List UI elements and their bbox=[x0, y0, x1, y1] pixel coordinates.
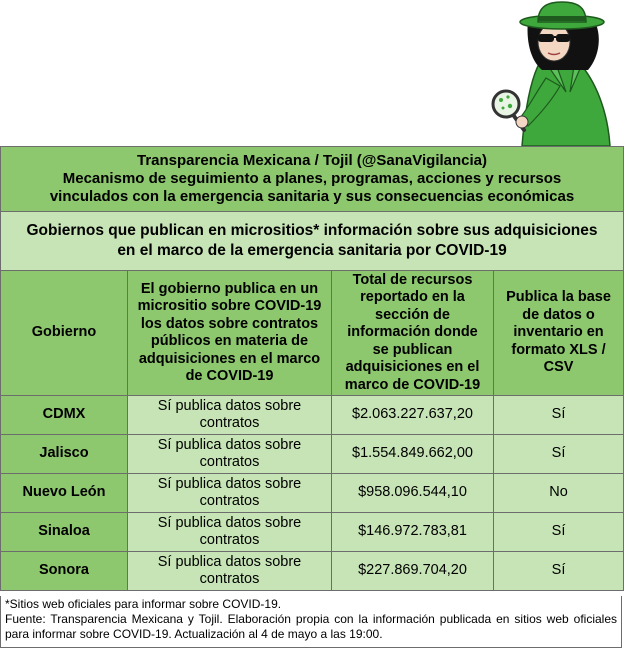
source-text: Fuente: Transparencia Mexicana y Tojil. Elaboración propia con la información publicada en sitios web oficiales para informar sobre COVID-19. Actualización al 4 de mayo a las 19:00. bbox=[5, 612, 617, 641]
table-subtitle bbox=[1, 212, 624, 271]
detective-mascot-illustration bbox=[470, 0, 624, 146]
title-line-2: Mecanismo de seguimiento a planes, programas, acciones y recursos bbox=[62, 170, 562, 187]
column-header-total: Total de recursos reportado en la sección de información donde se publican adquisiciones en el marco de COVID-19 bbox=[332, 271, 494, 396]
total-cell: $2.063.227.637,20 bbox=[332, 396, 494, 435]
table-row bbox=[1, 513, 624, 552]
column-header-gobierno: Gobierno bbox=[1, 271, 128, 396]
table-row bbox=[1, 396, 624, 435]
total-cell: $146.972.783,81 bbox=[332, 513, 494, 552]
table-notes bbox=[0, 596, 622, 648]
table-row bbox=[1, 435, 624, 474]
publica-cell: Sí publica datos sobre contratos bbox=[128, 435, 332, 474]
procurement-table-container bbox=[0, 146, 623, 591]
formato-cell: Sí bbox=[494, 552, 624, 591]
formato-cell: Sí bbox=[494, 435, 624, 474]
table-title bbox=[1, 147, 624, 212]
formato-cell: Sí bbox=[494, 396, 624, 435]
subtitle-line-2: en el marco de la emergencia sanitaria por COVID-19 bbox=[117, 242, 507, 259]
footnote-text: *Sitios web oficiales para informar sobre COVID-19. bbox=[5, 597, 282, 611]
column-header-row bbox=[1, 271, 624, 396]
title-line-3: vinculados con la emergencia sanitaria y sus consecuencias económicas bbox=[49, 188, 575, 205]
gobierno-cell: Sinaloa bbox=[1, 513, 128, 552]
publica-cell: Sí publica datos sobre contratos bbox=[128, 474, 332, 513]
publica-cell: Sí publica datos sobre contratos bbox=[128, 396, 332, 435]
gobierno-cell: Nuevo León bbox=[1, 474, 128, 513]
gobierno-cell: Sonora bbox=[1, 552, 128, 591]
publica-cell: Sí publica datos sobre contratos bbox=[128, 513, 332, 552]
column-header-publica: El gobierno publica en un micrositio sobre COVID-19 los datos sobre contratos públicos en materia de adquisiciones en el marco de COVID-19 bbox=[128, 271, 332, 396]
total-cell: $958.096.544,10 bbox=[332, 474, 494, 513]
column-header-formato: Publica la base de datos o inventario en formato XLS / CSV bbox=[494, 271, 624, 396]
gobierno-cell: Jalisco bbox=[1, 435, 128, 474]
table-row bbox=[1, 474, 624, 513]
formato-cell: Sí bbox=[494, 513, 624, 552]
procurement-table bbox=[0, 146, 624, 591]
title-line-1: Transparencia Mexicana / Tojil (@SanaVigilancia) bbox=[136, 152, 488, 169]
subtitle-line-1: Gobiernos que publican en micrositios* información sobre sus adquisiciones bbox=[26, 222, 598, 239]
total-cell: $1.554.849.662,00 bbox=[332, 435, 494, 474]
gobierno-cell: CDMX bbox=[1, 396, 128, 435]
publica-cell: Sí publica datos sobre contratos bbox=[128, 552, 332, 591]
formato-cell: No bbox=[494, 474, 624, 513]
total-cell: $227.869.704,20 bbox=[332, 552, 494, 591]
table-row bbox=[1, 552, 624, 591]
